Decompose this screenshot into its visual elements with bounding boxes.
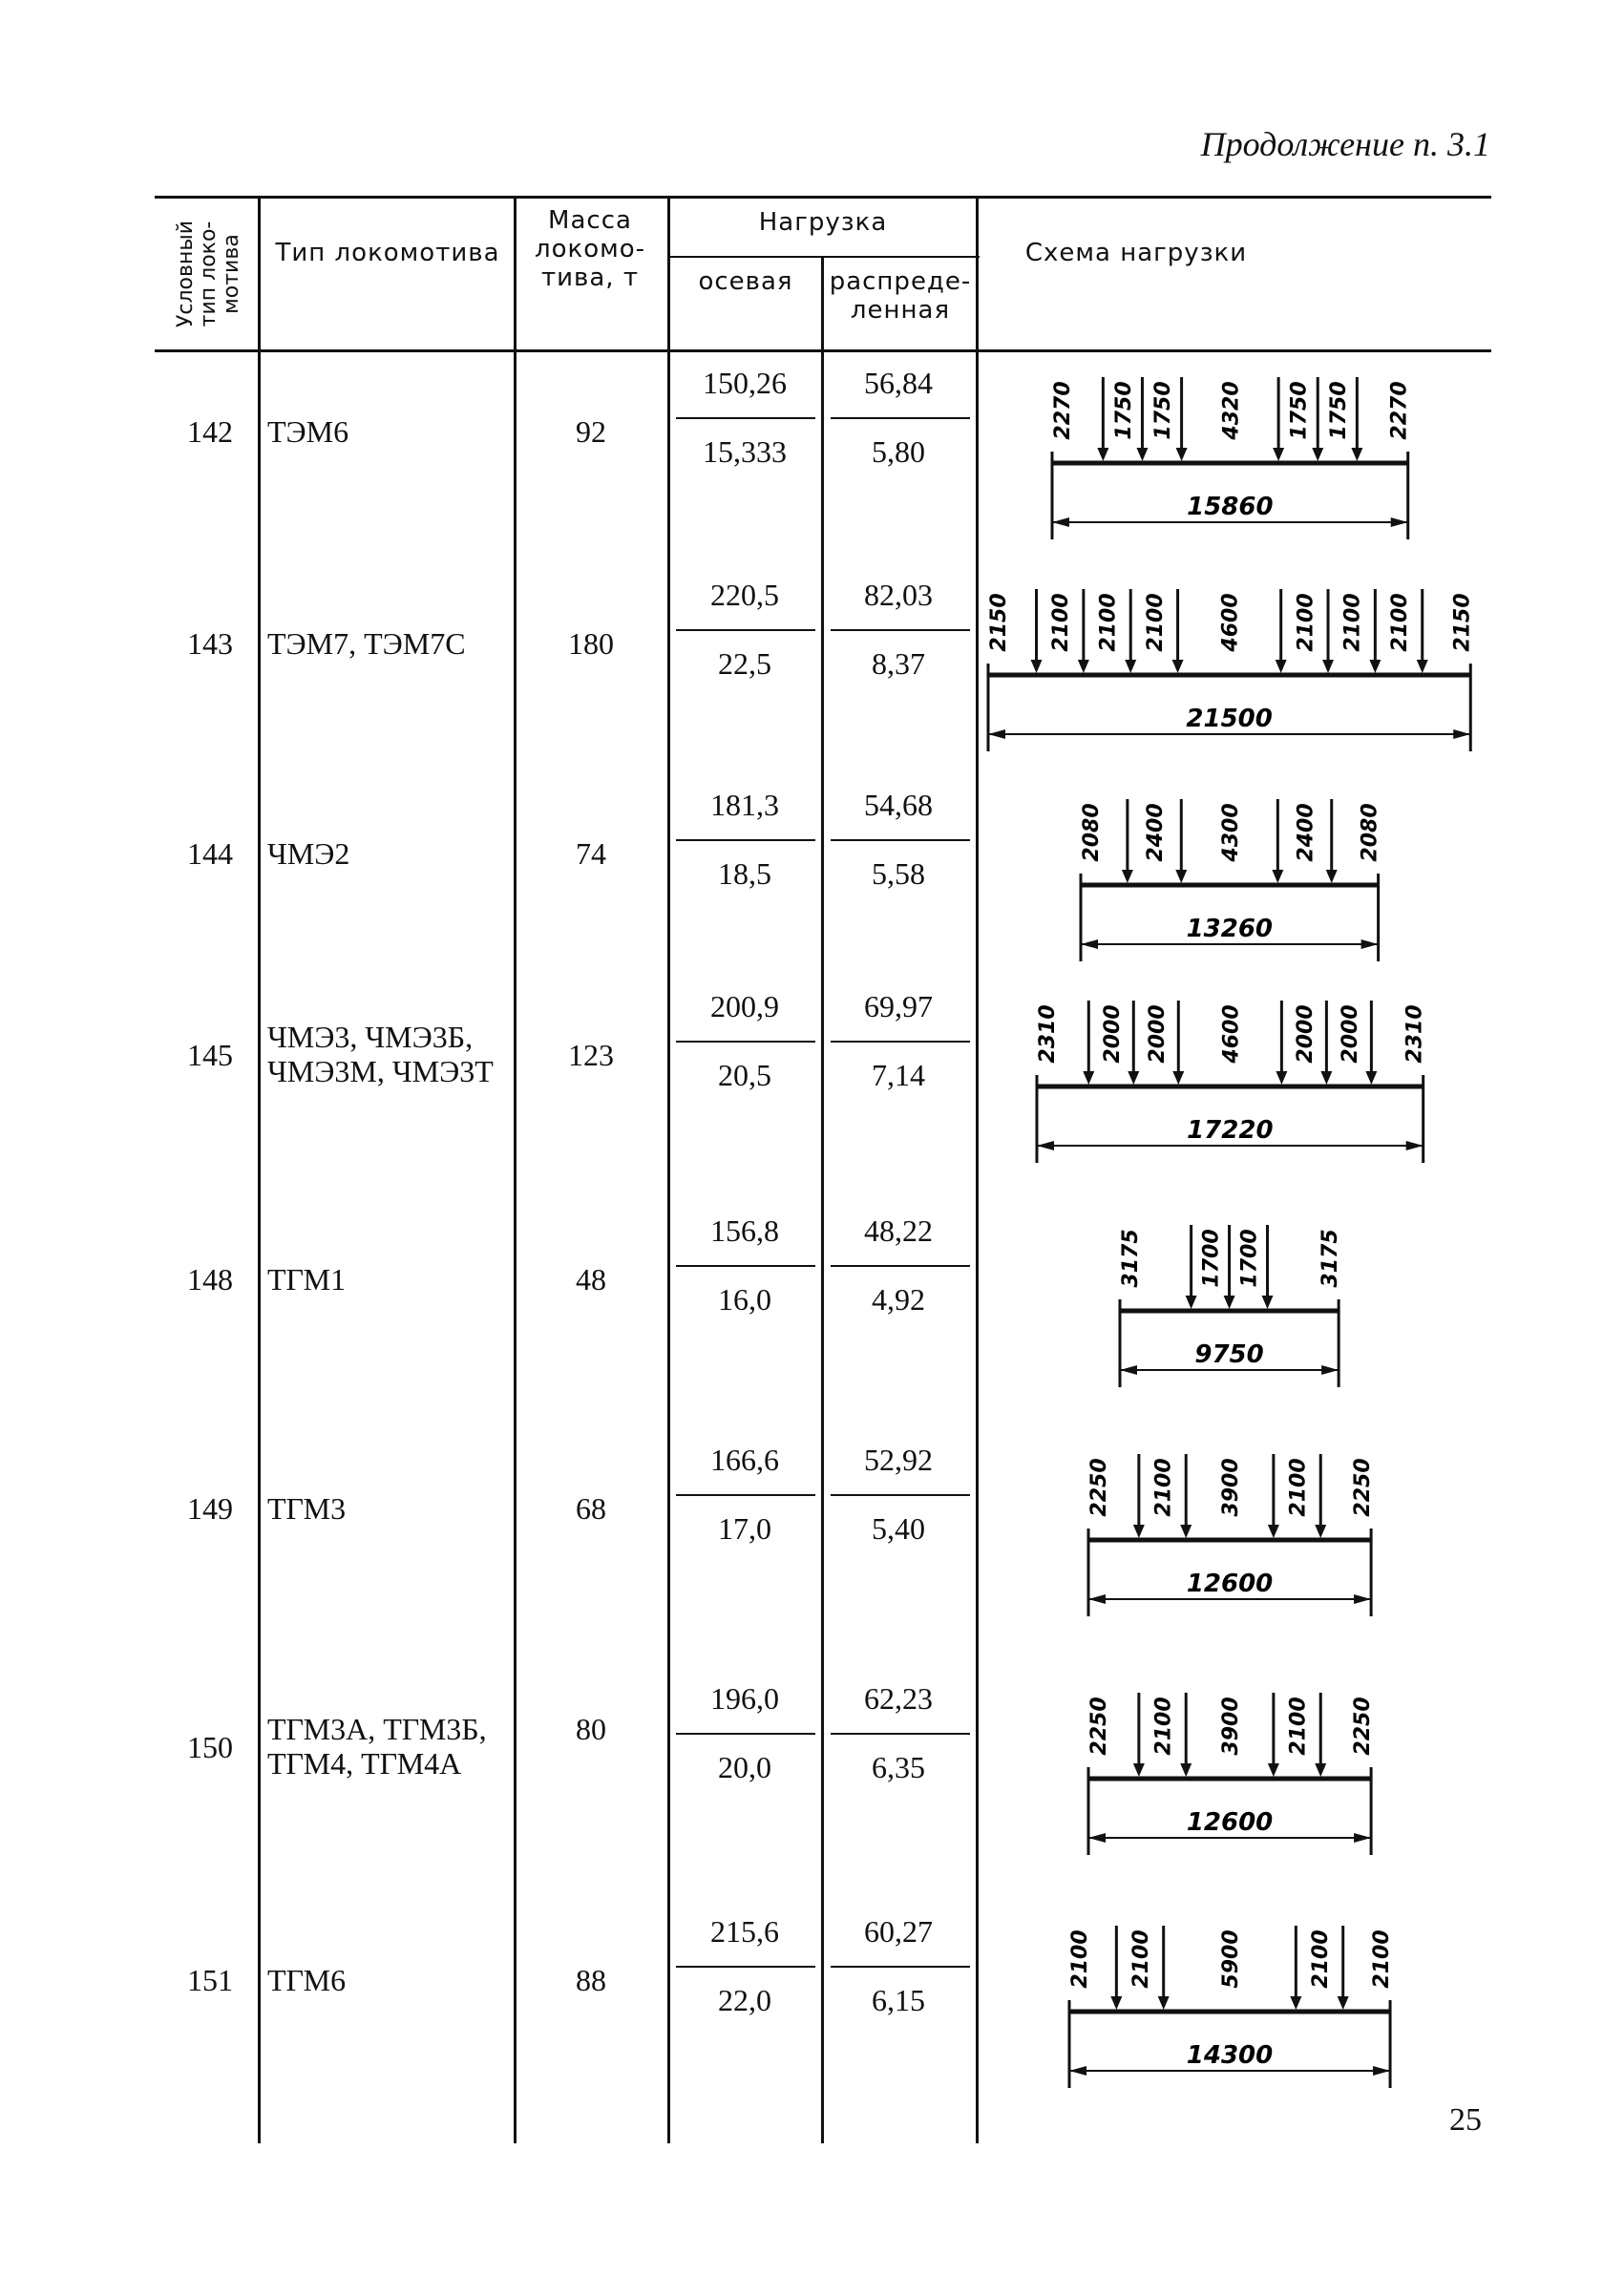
loco-type: ТГМ3А, ТГМ3Б, ТГМ4, ТГМ4А — [267, 1712, 487, 1781]
spacing-label: 2150 — [1450, 593, 1475, 652]
load-scheme — [1050, 1916, 1410, 2107]
spacing-label: 1700 — [1200, 1229, 1225, 1288]
distributed-fraction-line — [831, 1966, 970, 1968]
distributed-fraction-line — [831, 1265, 970, 1267]
loco-type: ТГМ3 — [267, 1491, 347, 1526]
distributed-load-kn: 62,23 — [864, 1681, 933, 1716]
spacing-label: 2310 — [1403, 1004, 1427, 1064]
spacing-label: 2100 — [1370, 1929, 1395, 1989]
spacing-label: 2100 — [1294, 593, 1318, 652]
spacing-label: 2400 — [1144, 803, 1169, 862]
spacing-label: 2400 — [1294, 803, 1318, 862]
axial-load-kn: 220,5 — [710, 578, 779, 612]
dimension-arrow — [1088, 1833, 1106, 1843]
axial-load-kn: 166,6 — [710, 1443, 779, 1477]
row-number: 143 — [187, 626, 233, 661]
loco-mass: 123 — [568, 1038, 614, 1072]
spacing-label: 2100 — [1308, 1929, 1333, 1989]
arrow-head — [1290, 1996, 1301, 2010]
axial-fraction-line — [676, 1494, 815, 1496]
page-number: 25 — [1449, 2102, 1482, 2138]
arrow-head — [1133, 1763, 1145, 1777]
dimension-arrow — [1081, 939, 1098, 949]
loco-type: ТЭМ7, ТЭМ7С — [267, 626, 466, 661]
spacing-label: 1700 — [1237, 1229, 1262, 1288]
arrow-head — [1268, 1525, 1279, 1538]
header-distributed: распреде-ленная — [829, 267, 972, 325]
load-scheme — [969, 580, 1490, 770]
spacing-label: 2310 — [1035, 1004, 1060, 1064]
loco-type: ТГМ6 — [267, 1963, 347, 1997]
arrow-head — [1417, 660, 1428, 673]
arrow-head — [1312, 448, 1323, 461]
arrow-head — [1370, 660, 1381, 673]
loco-type: ТГМ1 — [267, 1262, 347, 1297]
spacing-label: 2270 — [1050, 381, 1075, 440]
distributed-load-tf: 5,80 — [872, 434, 925, 469]
arrow-head — [1126, 660, 1137, 673]
loco-mass: 92 — [576, 414, 606, 449]
spacing-label: 2000 — [1145, 1004, 1170, 1064]
total-length-label: 9750 — [1194, 1340, 1265, 1369]
dimension-arrow — [1120, 1365, 1137, 1375]
axial-load-tf: 15,333 — [703, 434, 787, 469]
spacing-label: 2150 — [987, 593, 1012, 652]
spacing-label: 2250 — [1351, 1458, 1376, 1517]
total-length-label: 14300 — [1186, 2041, 1274, 2070]
distributed-fraction-line — [831, 417, 970, 419]
arrow-head — [1322, 660, 1334, 673]
distributed-fraction-line — [831, 1494, 970, 1496]
spacing-label: 2080 — [1358, 803, 1382, 862]
row-number: 149 — [187, 1491, 233, 1526]
dimension-arrow — [1361, 939, 1379, 949]
header-load: Нагрузка — [758, 208, 888, 237]
distributed-load-kn: 69,97 — [864, 989, 933, 1023]
load-scheme — [1101, 1215, 1359, 1406]
header-loco-type: Тип локомотива — [275, 239, 500, 267]
dimension-arrow — [1069, 2066, 1086, 2076]
spacing-label: 5900 — [1218, 1929, 1243, 1989]
arrow-head — [1158, 1996, 1170, 2010]
spacing-label: 4300 — [1218, 803, 1243, 862]
column-divider-4 — [821, 256, 824, 2143]
arrow-head — [1224, 1296, 1235, 1309]
spacing-label: 3900 — [1218, 1697, 1243, 1756]
arrow-head — [1326, 870, 1338, 883]
spacing-label: 1750 — [1326, 381, 1351, 440]
axial-load-tf: 22,0 — [718, 1983, 771, 2017]
dimension-arrow — [1037, 1141, 1054, 1150]
distributed-load-kn: 82,03 — [864, 578, 933, 612]
arrow-head — [1338, 1996, 1349, 2010]
arrow-head — [1133, 1525, 1145, 1538]
column-divider-2 — [514, 196, 517, 2143]
axial-load-kn: 156,8 — [710, 1213, 779, 1248]
loco-type: ТЭМ6 — [267, 414, 349, 449]
spacing-label: 2100 — [1128, 1929, 1153, 1989]
distributed-load-tf: 7,14 — [872, 1058, 925, 1092]
spacing-label: 2100 — [1151, 1697, 1176, 1756]
spacing-label: 2100 — [1067, 1929, 1092, 1989]
axial-fraction-line — [676, 839, 815, 841]
axial-fraction-line — [676, 629, 815, 631]
arrow-head — [1078, 660, 1089, 673]
distributed-load-kn: 54,68 — [864, 788, 933, 822]
spacing-label: 1750 — [1111, 381, 1136, 440]
load-scheme — [1069, 1444, 1391, 1635]
distributed-fraction-line — [831, 1041, 970, 1043]
distributed-fraction-line — [831, 629, 970, 631]
axial-load-tf: 16,0 — [718, 1282, 771, 1317]
load-scheme — [1033, 368, 1427, 559]
arrow-head — [1262, 1296, 1274, 1309]
total-length-label: 21500 — [1186, 705, 1274, 733]
arrow-head — [1172, 660, 1184, 673]
spacing-label: 2000 — [1100, 1004, 1125, 1064]
dimension-arrow — [988, 729, 1005, 739]
spacing-label: 2100 — [1049, 593, 1074, 652]
arrow-head — [1136, 448, 1148, 461]
arrow-head — [1315, 1525, 1326, 1538]
row-number: 151 — [187, 1963, 233, 1997]
column-divider-1 — [258, 196, 261, 2143]
spacing-label: 3175 — [1318, 1229, 1343, 1288]
spacing-label: 2100 — [1144, 593, 1169, 652]
dimension-arrow — [1405, 1141, 1423, 1150]
arrow-head — [1276, 660, 1287, 673]
spacing-label: 3900 — [1218, 1458, 1243, 1517]
axial-fraction-line — [676, 1265, 815, 1267]
arrow-head — [1273, 448, 1284, 461]
arrow-head — [1083, 1071, 1094, 1085]
spacing-label: 2270 — [1387, 381, 1412, 440]
total-length-label: 12600 — [1186, 1570, 1274, 1598]
loco-mass: 88 — [576, 1963, 606, 1997]
distributed-load-tf: 5,40 — [872, 1511, 925, 1546]
axial-load-kn: 150,26 — [703, 366, 787, 400]
spacing-label: 2100 — [1388, 593, 1413, 652]
arrow-head — [1365, 1071, 1377, 1085]
column-divider-5 — [976, 196, 979, 2143]
distributed-load-kn: 52,92 — [864, 1443, 933, 1477]
distributed-load-tf: 5,58 — [872, 856, 925, 891]
load-scheme — [1018, 991, 1443, 1182]
total-length-label: 17220 — [1186, 1116, 1274, 1145]
spacing-label: 2080 — [1080, 803, 1105, 862]
spacing-label: 2250 — [1086, 1458, 1111, 1517]
loco-type: ЧМЭ2 — [267, 836, 350, 871]
spacing-label: 2100 — [1341, 593, 1366, 652]
axial-load-kn: 196,0 — [710, 1681, 779, 1716]
dimension-arrow — [1052, 517, 1069, 527]
header-mass: Масса локомо-тива, т — [534, 206, 646, 292]
header-type-code: Условный тип локо-мотива — [174, 220, 243, 328]
axial-load-kn: 200,9 — [710, 989, 779, 1023]
spacing-label: 2250 — [1086, 1697, 1111, 1756]
dimension-arrow — [1454, 729, 1471, 739]
arrow-head — [1320, 1071, 1332, 1085]
dimension-arrow — [1373, 2066, 1390, 2076]
axial-load-kn: 215,6 — [710, 1914, 779, 1949]
arrow-head — [1110, 1996, 1122, 2010]
arrow-head — [1180, 1525, 1192, 1538]
distributed-load-kn: 48,22 — [864, 1213, 933, 1248]
arrow-head — [1172, 1071, 1184, 1085]
column-divider-3 — [667, 196, 670, 2143]
loco-mass: 68 — [576, 1491, 606, 1526]
spacing-label: 2100 — [1286, 1458, 1311, 1517]
axial-load-kn: 181,3 — [710, 788, 779, 822]
spacing-label: 4320 — [1218, 381, 1243, 440]
loco-mass: 180 — [568, 626, 614, 661]
spacing-label: 4600 — [1218, 1004, 1243, 1064]
distributed-load-tf: 8,37 — [872, 646, 925, 681]
axial-fraction-line — [676, 1041, 815, 1043]
load-subheader-rule — [668, 256, 980, 258]
spacing-label: 2100 — [1286, 1697, 1311, 1756]
distributed-load-kn: 56,84 — [864, 366, 933, 400]
loco-type: ЧМЭ3, ЧМЭ3Б, ЧМЭ3М, ЧМЭ3Т — [267, 1020, 494, 1088]
arrow-head — [1122, 870, 1133, 883]
dimension-arrow — [1322, 1365, 1339, 1375]
spacing-label: 2250 — [1351, 1697, 1376, 1756]
distributed-load-tf: 4,92 — [872, 1282, 925, 1317]
spacing-label: 2000 — [1293, 1004, 1318, 1064]
spacing-label: 4600 — [1219, 593, 1243, 652]
row-number: 145 — [187, 1038, 233, 1072]
loco-mass: 74 — [576, 836, 606, 871]
row-number: 148 — [187, 1262, 233, 1297]
arrow-head — [1175, 448, 1187, 461]
axial-load-tf: 18,5 — [718, 856, 771, 891]
arrow-head — [1031, 660, 1043, 673]
distributed-load-tf: 6,35 — [872, 1750, 925, 1784]
row-number: 142 — [187, 414, 233, 449]
loco-mass: 80 — [576, 1712, 606, 1746]
dimension-arrow — [1390, 517, 1407, 527]
axial-fraction-line — [676, 1966, 815, 1968]
header-axial: осевая — [698, 267, 793, 296]
spacing-label: 1750 — [1150, 381, 1175, 440]
arrow-head — [1128, 1071, 1139, 1085]
axial-fraction-line — [676, 1733, 815, 1735]
distributed-load-tf: 6,15 — [872, 1983, 925, 2017]
table-top-rule — [155, 196, 1491, 199]
dimension-arrow — [1354, 1594, 1371, 1604]
continuation-note: Продолжение п. 3.1 — [1200, 125, 1490, 163]
distributed-fraction-line — [831, 839, 970, 841]
arrow-head — [1097, 448, 1108, 461]
arrow-head — [1175, 870, 1187, 883]
total-length-label: 12600 — [1186, 1808, 1274, 1837]
row-number: 150 — [187, 1730, 233, 1764]
arrow-head — [1273, 870, 1284, 883]
total-length-label: 15860 — [1186, 493, 1274, 521]
axial-fraction-line — [676, 417, 815, 419]
dimension-arrow — [1354, 1833, 1371, 1843]
spacing-label: 2100 — [1151, 1458, 1176, 1517]
axial-load-tf: 20,0 — [718, 1750, 771, 1784]
arrow-head — [1268, 1763, 1279, 1777]
row-number: 144 — [187, 836, 233, 871]
arrow-head — [1180, 1763, 1192, 1777]
axial-load-tf: 22,5 — [718, 646, 771, 681]
distributed-fraction-line — [831, 1733, 970, 1735]
arrow-head — [1315, 1763, 1326, 1777]
spacing-label: 2000 — [1338, 1004, 1362, 1064]
spacing-label: 1750 — [1287, 381, 1312, 440]
load-scheme — [1062, 790, 1398, 980]
loco-mass: 48 — [576, 1262, 606, 1297]
distributed-load-kn: 60,27 — [864, 1914, 933, 1949]
axial-load-tf: 17,0 — [718, 1511, 771, 1546]
spacing-label: 2100 — [1096, 593, 1121, 652]
load-scheme — [1069, 1683, 1391, 1874]
arrow-head — [1276, 1071, 1287, 1085]
dimension-arrow — [1088, 1594, 1106, 1604]
axial-load-tf: 20,5 — [718, 1058, 771, 1092]
arrow-head — [1351, 448, 1362, 461]
total-length-label: 13260 — [1186, 915, 1274, 943]
spacing-label: 3175 — [1119, 1229, 1144, 1288]
arrow-head — [1186, 1296, 1197, 1309]
header-scheme: Схема нагрузки — [1024, 239, 1248, 267]
